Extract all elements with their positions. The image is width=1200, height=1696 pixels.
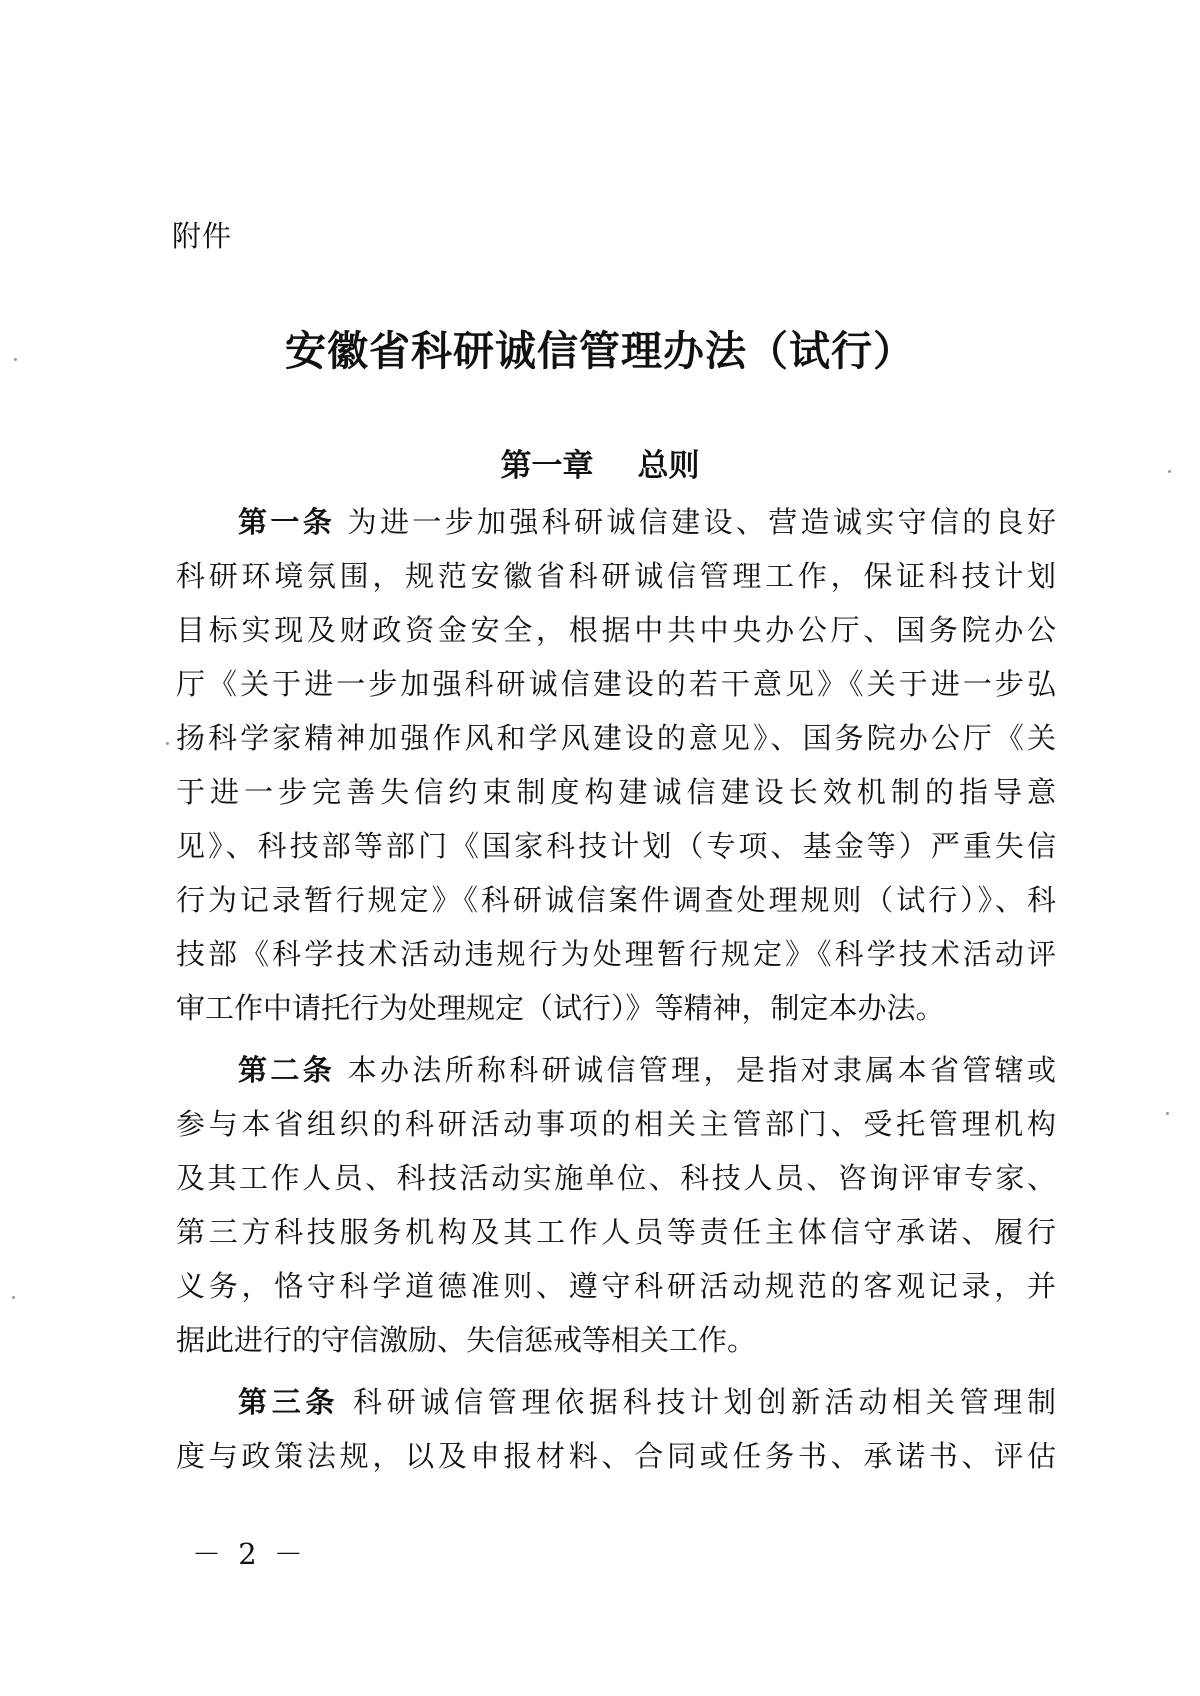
article-1-line-8: 行为记录暂行规定》《科研诚信案件调查处理规则（试行）》、科: [176, 883, 1056, 917]
article-2-line-2: 参与本省组织的科研活动事项的相关主管部门、受托管理机构: [176, 1107, 1056, 1141]
article-text: 科研诚信管理依据科技计划创新活动相关管理制: [353, 1385, 1056, 1419]
scan-speck: [1166, 1112, 1169, 1115]
chapter-name: 总则: [637, 448, 700, 484]
article-1-line-10: 审工作中请托行为处理规定（试行）》等精神，制定本办法。: [176, 991, 945, 1025]
article-1-line-3: 目标实现及财政资金安全，根据中共中央办公厅、国务院办公: [176, 613, 1056, 647]
attachment-label: 附件: [172, 219, 233, 253]
article-2-line-5: 义务，恪守科学道德准则、遵守科研活动规范的客观记录，并: [176, 1269, 1056, 1303]
article-1-line-6: 于进一步完善失信约束制度构建诚信建设长效机制的指导意: [176, 775, 1056, 809]
article-2-lead: 第二条: [238, 1053, 336, 1087]
scan-speck: [166, 742, 169, 745]
chapter-number: 第一章: [500, 448, 594, 484]
page-number: － 2 －: [192, 1537, 307, 1571]
article-1-line-9: 技部《科学技术活动违规行为处理暂行规定》《科学技术活动评: [176, 937, 1056, 971]
article-text: 本办法所称科研诚信管理，是指对隶属本省管辖或: [347, 1053, 1056, 1087]
article-3-line-2: 度与政策法规，以及申报材料、合同或任务书、承诺书、评估: [176, 1439, 1056, 1473]
article-1-line-1: [176, 502, 1056, 542]
scan-speck: [12, 1296, 15, 1299]
chapter-heading: [0, 440, 1200, 485]
article-1-lead: 第一条: [238, 505, 336, 539]
article-1-line-2: 科研环境氛围，规范安徽省科研诚信管理工作，保证科技计划: [176, 559, 1056, 593]
article-3-line-1: [176, 1382, 1056, 1422]
article-3-lead: 第三条: [238, 1385, 340, 1419]
article-text: 为进一步加强科研诚信建设、营造诚实守信的良好: [347, 505, 1056, 539]
article-1-line-4: 厅《关于进一步加强科研诚信建设的若干意见》《关于进一步弘: [176, 667, 1056, 701]
article-1-line-5: 扬科学家精神加强作风和学风建设的意见》、国务院办公厅《关: [176, 721, 1056, 755]
article-1-line-7: 见》、科技部等部门《国家科技计划（专项、基金等）严重失信: [176, 829, 1056, 863]
article-2-line-3: 及其工作人员、科技活动实施单位、科技人员、咨询评审专家、: [176, 1161, 1056, 1195]
article-2-line-6: 据此进行的守信激励、失信惩戒等相关工作。: [176, 1323, 757, 1357]
scan-speck: [14, 358, 17, 361]
article-2-line-1: [176, 1050, 1056, 1090]
scan-speck: [1168, 470, 1171, 473]
document-title: 安徽省科研诚信管理办法（试行）: [285, 327, 915, 375]
article-2-line-4: 第三方科技服务机构及其工作人员等责任主体信守承诺、履行: [176, 1215, 1056, 1249]
